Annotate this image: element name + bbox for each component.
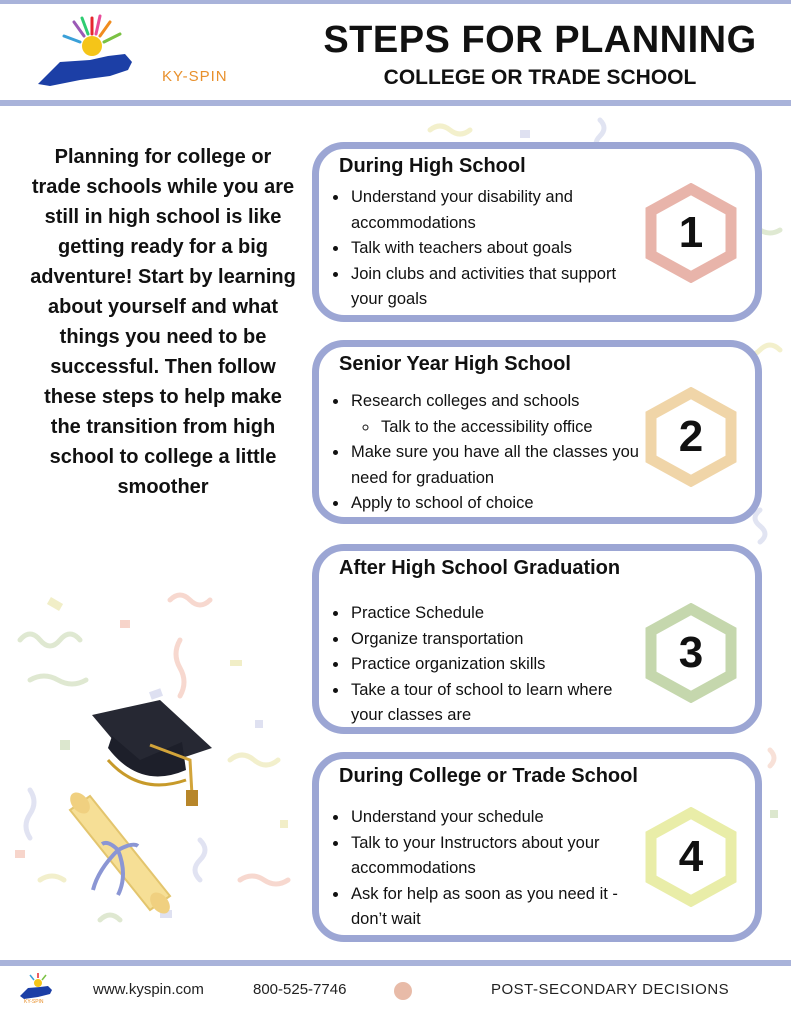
intro-paragraph: Planning for college or trade schools while you are still in high school is like getting ready for a big adventure! Start by learning about yourself and what things you need to be successful. Then follow these steps to help make the transition from high school to college a little smoother xyxy=(30,146,296,498)
list-item: • Understand your schedule xyxy=(349,805,649,831)
step-list xyxy=(349,601,649,729)
step-title: During High School xyxy=(339,155,526,177)
step-number-badge xyxy=(645,603,737,703)
list-item: • Join clubs and activities that support your goals xyxy=(349,262,649,313)
step-card-3 xyxy=(312,544,762,734)
list-item: • Research colleges and schools xyxy=(349,389,649,415)
step-card-2 xyxy=(312,340,762,524)
step-number-badge xyxy=(645,387,737,487)
list-item: • Make sure you have all the classes you need for graduation xyxy=(349,440,649,491)
footer-tagline: POST-SECONDARY DECISIONS xyxy=(491,981,730,998)
page-subtitle: COLLEGE OR TRADE SCHOOL xyxy=(383,66,697,89)
list-item: • Talk with teachers about goals xyxy=(349,236,649,262)
step-card-1 xyxy=(312,142,762,322)
step-list xyxy=(349,389,649,517)
step-number: 1 xyxy=(678,208,704,257)
list-item: • Practice Schedule xyxy=(349,601,649,627)
list-item: • Practice organization skills xyxy=(349,652,649,678)
step-number-badge xyxy=(645,183,737,283)
list-subitem: ◦ Talk to the accessibility office xyxy=(379,415,659,441)
step-number: 2 xyxy=(678,412,704,461)
list-item: • Organize transportation xyxy=(349,627,649,653)
step-title: During College or Trade School xyxy=(339,765,638,787)
diploma-icon xyxy=(66,789,174,918)
footer-website-link[interactable]: www.kyspin.com xyxy=(93,981,204,998)
list-item: • Take a tour of school to learn where your classes are xyxy=(349,678,649,729)
footer-logo-text: KY-SPIN xyxy=(24,999,44,1004)
step-title: After High School Graduation xyxy=(339,557,621,579)
logo-text: KY-SPIN xyxy=(162,68,228,85)
list-item: • Understand your disability and accommodations xyxy=(349,185,649,236)
step-card-4 xyxy=(312,752,762,942)
footer-dot-icon xyxy=(394,982,412,1000)
step-list xyxy=(349,185,649,313)
list-item: • Talk to your Instructors about your accommodations xyxy=(349,831,649,882)
list-item: • Apply to school of choice xyxy=(349,491,649,517)
footer-logo-icon xyxy=(16,972,56,1004)
step-number-badge xyxy=(645,807,737,907)
footer-divider xyxy=(0,960,791,966)
step-number: 4 xyxy=(678,832,704,881)
step-list xyxy=(349,805,649,933)
footer-phone[interactable]: 800-525-7746 xyxy=(253,981,347,998)
graduation-cap-icon xyxy=(92,700,212,806)
header-divider xyxy=(0,100,791,106)
step-number: 3 xyxy=(678,628,704,677)
top-rule-thin xyxy=(0,0,791,4)
page-title: STEPS FOR PLANNING xyxy=(323,19,757,61)
list-item: • Ask for help as soon as you need it - don’t wait xyxy=(349,882,649,933)
kyspin-logo xyxy=(30,12,230,92)
step-title: Senior Year High School xyxy=(339,353,571,375)
